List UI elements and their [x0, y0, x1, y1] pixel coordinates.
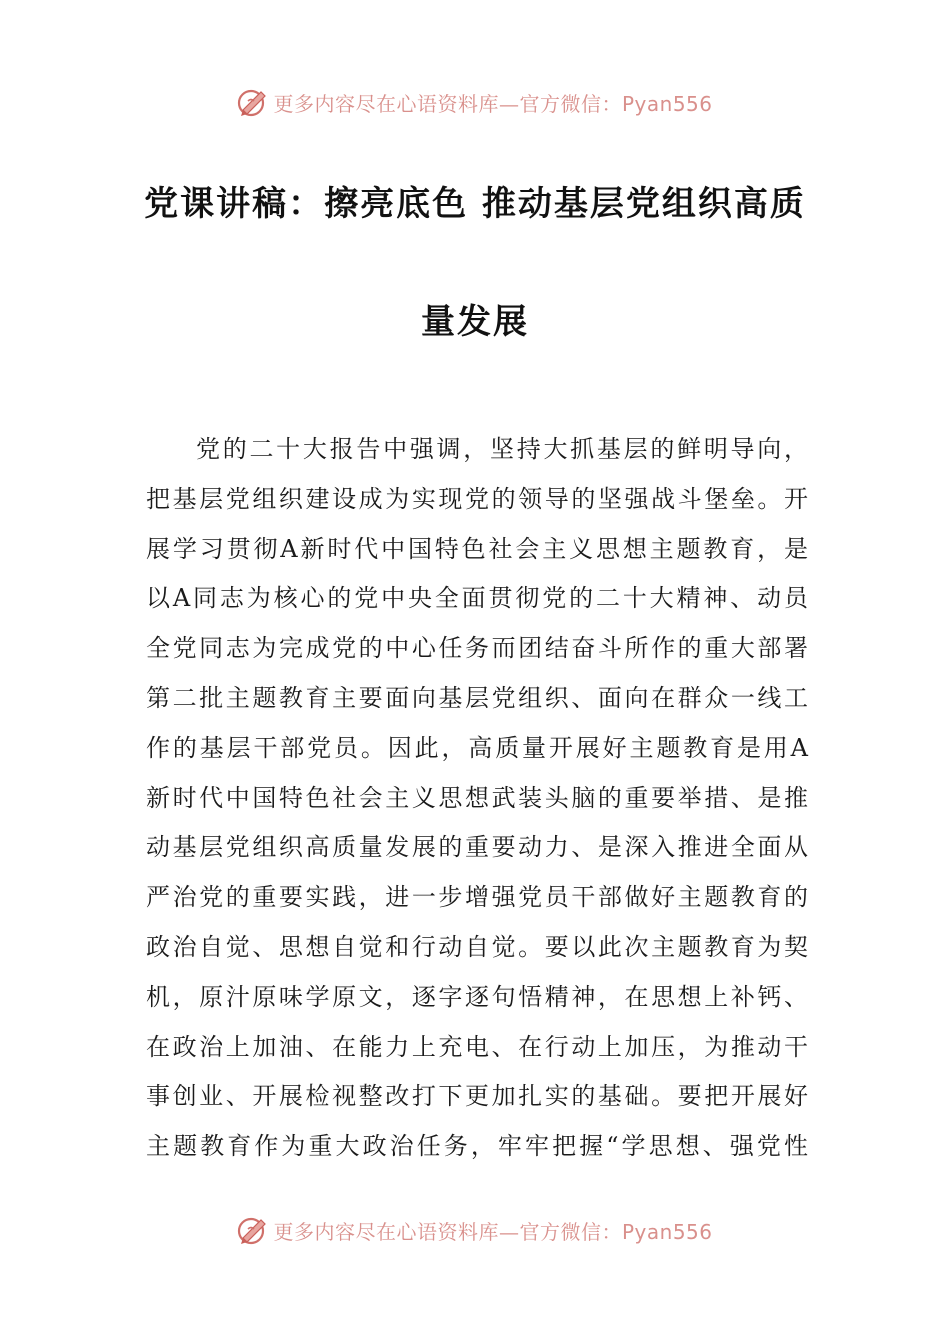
body-line: 政治自觉、思想自觉和行动自觉。要以此次主题教育为契: [146, 932, 808, 961]
banner-label: 更多内容尽在心语资料库—官方微信：: [273, 1219, 622, 1244]
header-banner: [0, 82, 950, 122]
body-line: 严治党的重要实践，进一步增强党员干部做好主题教育的: [146, 883, 808, 912]
body-line: 事创业、开展检视整改打下更加扎实的基础。要把开展好: [146, 1082, 808, 1111]
banner-text: [273, 88, 712, 117]
body-line: 在政治上加油、在能力上充电、在行动上加压，为推动干: [146, 1032, 808, 1061]
body-line: 以A同志为核心的党中央全面贯彻党的二十大精神、动员: [146, 584, 808, 613]
body-line: 第二批主题教育主要面向基层党组织、面向在群众一线工: [146, 683, 808, 712]
banner-text: [273, 1216, 712, 1245]
document-body: [146, 427, 808, 1174]
body-line: 党的二十大报告中强调，坚持大抓基层的鲜明导向，: [196, 435, 808, 463]
pen-logo-icon: [237, 1214, 269, 1246]
body-line: 新时代中国特色社会主义思想武装头脑的重要举措、是推: [146, 783, 808, 812]
pen-logo-icon: [237, 86, 269, 118]
wechat-id: Pyan556: [621, 1219, 713, 1244]
wechat-id: Pyan556: [621, 91, 713, 116]
banner-label: 更多内容尽在心语资料库—官方微信：: [273, 91, 622, 116]
footer-banner: [0, 1210, 950, 1250]
body-line: 展学习贯彻A新时代中国特色社会主义思想主题教育，是: [146, 534, 808, 563]
body-line: 全党同志为完成党的中心任务而团结奋斗所作的重大部署: [146, 634, 808, 663]
body-line: 机，原汁原味学原文，逐字逐句悟精神，在思想上补钙、: [146, 982, 808, 1011]
document-title-line-2: 量发展: [421, 302, 529, 342]
body-line: 动基层党组织高质量发展的重要动力、是深入推进全面从: [146, 833, 808, 862]
body-line: 把基层党组织建设成为实现党的领导的坚强战斗堡垒。开: [146, 484, 808, 513]
body-line: 作的基层干部党员。因此，高质量开展好主题教育是用A: [146, 733, 808, 762]
body-line: 主题教育作为重大政治任务，牢牢把握“学思想、强党性: [146, 1132, 808, 1161]
document-title-line-1: 党课讲稿：擦亮底色 推动基层党组织高质: [144, 184, 806, 224]
